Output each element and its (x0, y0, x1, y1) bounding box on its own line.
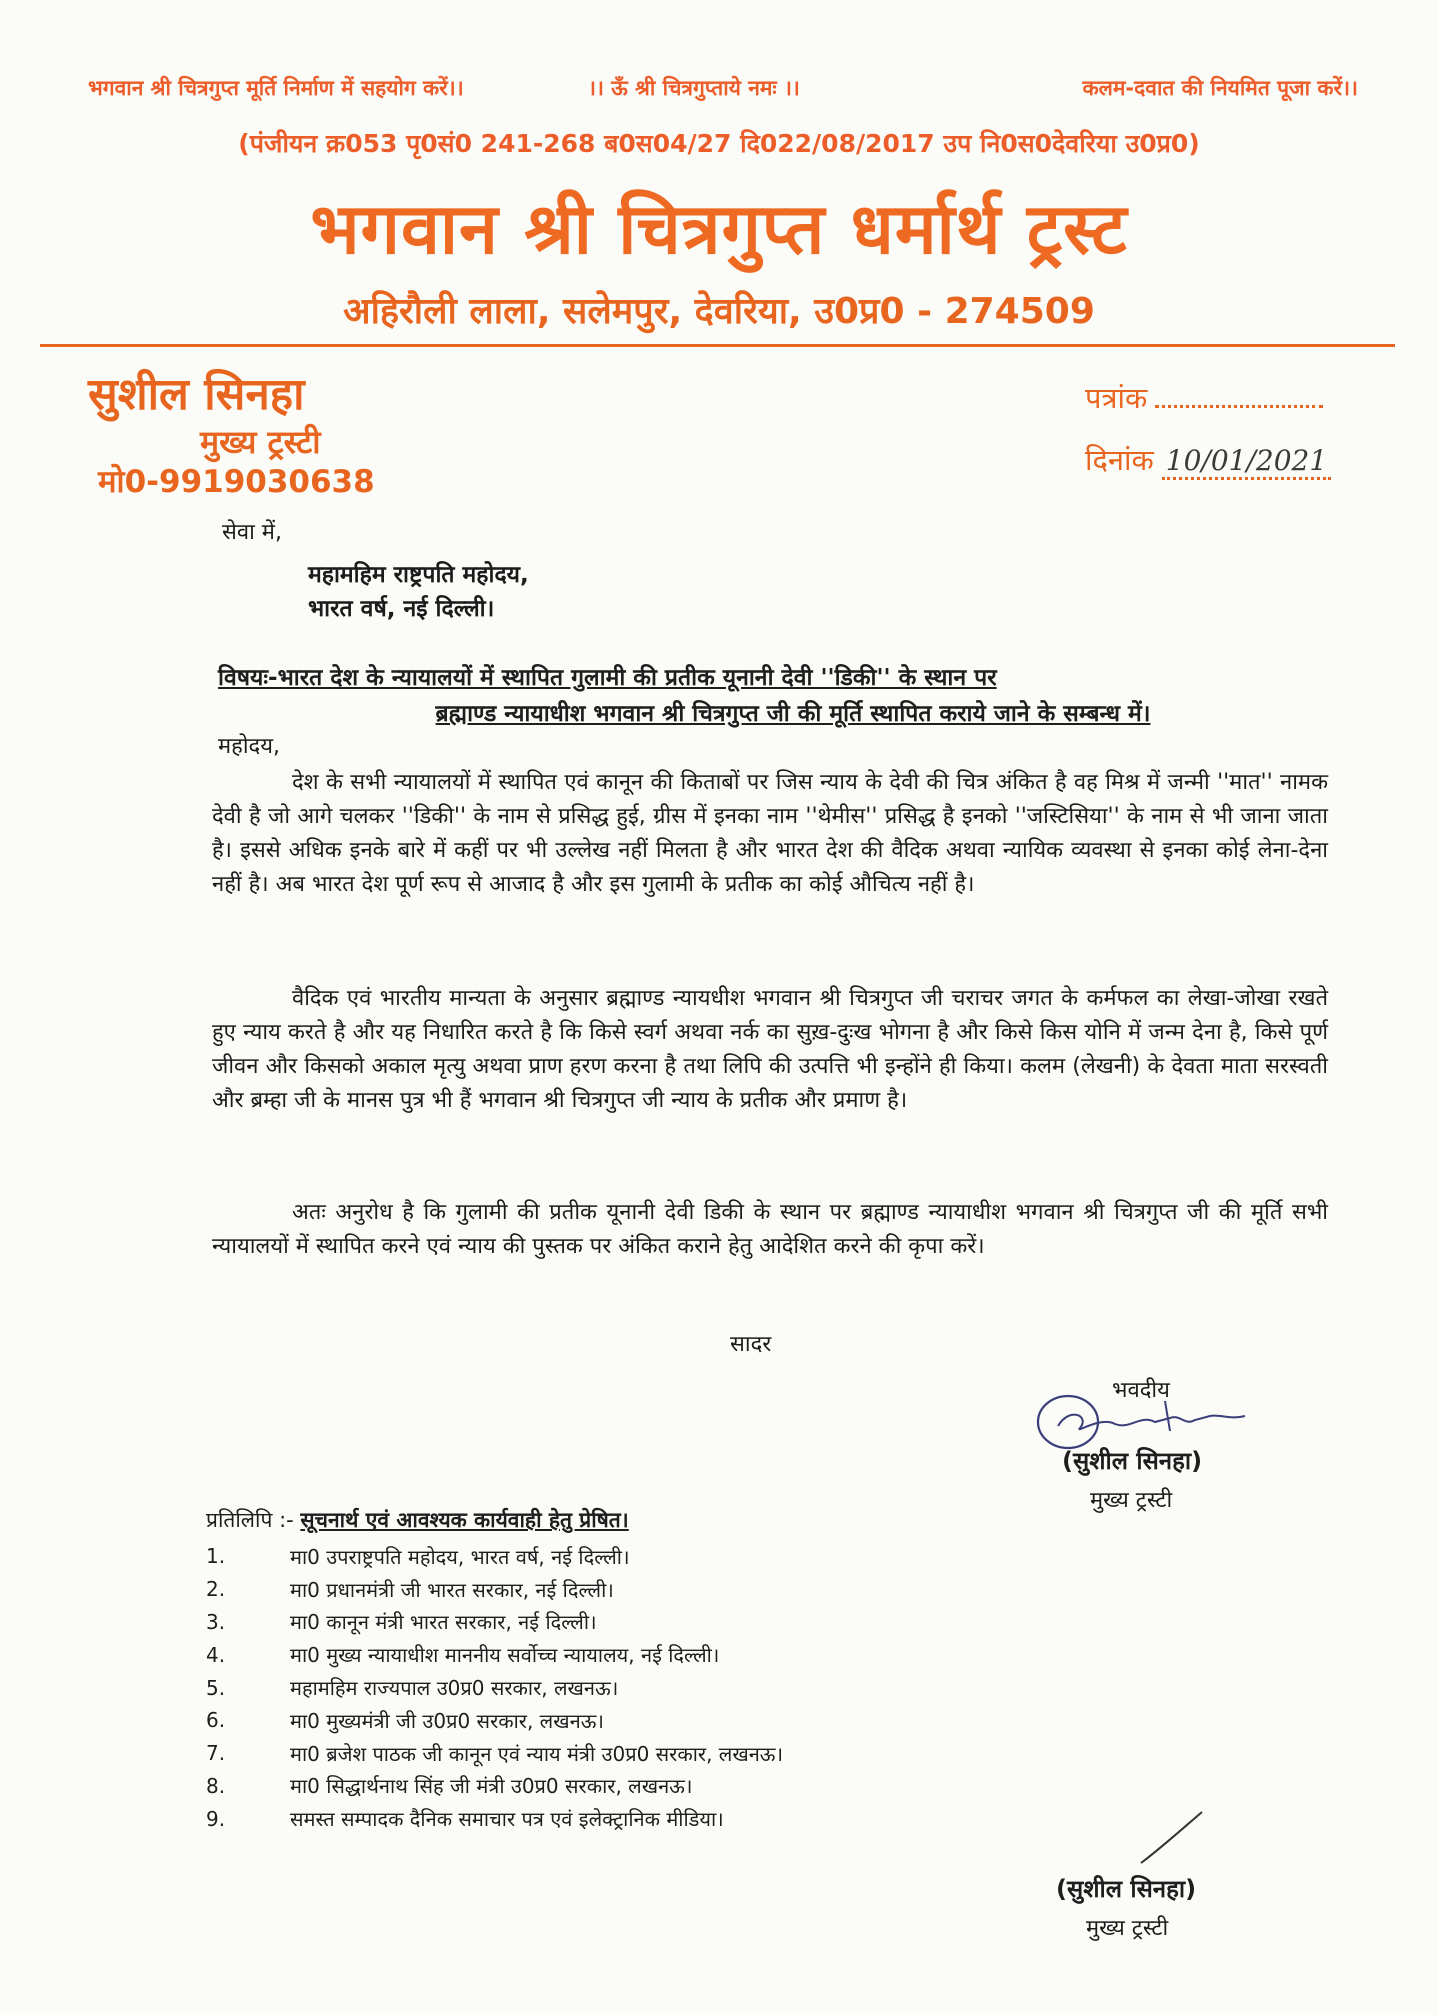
letterhead-top-left-slogan: भगवान श्री चित्रगुप्त मूर्ति निर्माण में सहयोग करें।। (88, 76, 464, 100)
signer-name: (सुशील सिनहा) (1062, 1447, 1203, 1475)
signoff: भवदीय (1112, 1378, 1170, 1403)
signer-title: मुख्य ट्रस्टी (1090, 1488, 1173, 1513)
list-item-text: समस्त सम्पादक दैनिक समाचार पत्र एवं इलेक्ट्रानिक मीडिया। (290, 1807, 724, 1832)
copy-signer-title: मुख्य ट्रस्टी (1086, 1916, 1169, 1941)
copy-to-purpose: सूचनार्थ एवं आवश्यक कार्यवाही हेतु प्रेषित। (300, 1508, 629, 1532)
list-item-number: 2. (206, 1577, 226, 1602)
list-item-number: 5. (206, 1675, 226, 1700)
sender-mobile: मो0-9919030638 (98, 464, 375, 500)
list-item-text: महामहिम राज्यपाल उ0प्र0 सरकार, लखनऊ। (290, 1676, 619, 1701)
copy-to-heading (206, 1506, 629, 1534)
trust-address: अहिरौली लाला, सलेमपुर, देवरिया, उ0प्र0 - 274509 (343, 291, 1095, 332)
initial-mark (1136, 1808, 1206, 1868)
list-item-number: 7. (206, 1741, 226, 1766)
list-item (206, 1671, 1106, 1704)
list-item (206, 1638, 1106, 1671)
addressee-line-1: महामहिम राष्ट्रपति महोदय, (308, 562, 529, 588)
date-row (1085, 440, 1331, 480)
list-item-number: 4. (206, 1642, 226, 1667)
list-item-text: मा0 सिद्धार्थनाथ सिंह जी मंत्री उ0प्र0 सरकार, लखनऊ। (290, 1774, 693, 1799)
list-item-text: मा0 मुख्यमंत्री जी उ0प्र0 सरकार, लखनऊ। (290, 1708, 604, 1733)
reference-blank-line (1155, 405, 1323, 408)
subject-line-1: भारत देश के न्यायालयों में स्थापित गुलामी की प्रतीक यूनानी देवी ''डिकी'' के स्थान पर (277, 665, 997, 691)
copy-signer-name: (सुशील सिनहा) (1056, 1875, 1197, 1903)
copy-to-label: प्रतिलिपि :- (206, 1508, 294, 1532)
list-item (206, 1704, 1106, 1737)
reference-label: पत्रांक (1085, 381, 1148, 415)
addressee-line-2: भारत वर्ष, नई दिल्ली। (308, 596, 495, 622)
letterhead-top-right-slogan: कलम-दवात की नियमित पूजा करें।। (1082, 76, 1358, 100)
letterhead-top-center-invocation: ।। ऊँ श्री चित्रगुप्ताये नमः ।। (588, 76, 800, 100)
date-label: दिनांक (1085, 443, 1154, 477)
list-item (206, 1540, 1106, 1573)
subject-block (218, 660, 1328, 732)
date-value: 10/01/2021 (1162, 444, 1331, 480)
closing-word: सादर (730, 1332, 772, 1357)
paragraph-1-text: देश के सभी न्यायालयों में स्थापित एवं कानून की किताबों पर जिस न्याय के देवी की चित्र अंकित है वह मिश्र में जन्मी ''मात'' नामक देवी है जो आगे चलकर ''डिकी'' के नाम से प्रसिद्ध हुई, ग्रीस में इनका नाम ''थेमीस'' प्रसिद्ध है इनको ''जस्टिसिया'' के नाम से भी जाना जाता है। इससे अधिक इनके बारे में कहीं पर भी उल्लेख नहीं मिलता है और भारत देश की वैदिक अथवा न्यायिक व्यवस्था से इनका कोई लेना-देना नहीं है। अब भारत देश पूर्ण रूप से आजाद है और इस गुलामी के प्रतीक का कोई औचित्य नहीं है। (212, 770, 1328, 897)
list-item (206, 1737, 1106, 1770)
list-item (206, 1606, 1106, 1639)
paragraph-3 (212, 1196, 1328, 1264)
list-item (206, 1802, 1106, 1835)
to-label: सेवा में, (222, 520, 282, 545)
header-divider (40, 344, 1395, 347)
paragraph-2-text: वैदिक एवं भारतीय मान्यता के अनुसार ब्रह्माण्ड न्यायधीश भगवान श्री चित्रगुप्त जी चराचर जगत के कर्मफल का लेखा-जोखा रखते हुए न्याय करते है और यह निधारित करते है कि किसे स्वर्ग अथवा नर्क का सुख़-दुःख भोगना है और किसे किस योनि में जन्म देना है, किसे पूर्ण जीवन और किसको अकाल मृत्यु अथवा प्राण हरण करना है तथा लिपि की उत्पत्ति भी इन्होंने ही किया। कलम (लेखनी) के देवता माता सरस्वती और ब्रम्हा जी के मानस पुत्र भी हैं भगवान श्री चित्रगुप्त जी न्याय के प्रतीक और प्रमाण है। (212, 986, 1328, 1113)
list-item-number: 1. (206, 1544, 226, 1569)
list-item-text: मा0 कानून मंत्री भारत सरकार, नई दिल्ली। (290, 1610, 597, 1635)
greeting: महोदय, (218, 734, 280, 759)
paragraph-2 (212, 982, 1328, 1118)
list-item (206, 1573, 1106, 1606)
list-item-number: 8. (206, 1773, 226, 1798)
reference-number-row (1085, 378, 1323, 417)
trust-name-heading: भगवान श्री चित्रगुप्त धर्मार्थ ट्रस्ट (310, 188, 1128, 270)
paragraph-1 (212, 766, 1328, 902)
list-item-text: मा0 ब्रजेश पाठक जी कानून एवं न्याय मंत्री उ0प्र0 सरकार, लखनऊ। (290, 1741, 784, 1766)
list-item-number: 9. (206, 1806, 226, 1831)
list-item-number: 3. (206, 1609, 226, 1634)
subject-line-2: ब्रह्माण्ड न्यायाधीश भगवान श्री चित्रगुप्त जी की मूर्ति स्थापित कराये जाने के सम्बन्ध में। (435, 701, 1151, 727)
list-item-text: मा0 मुख्य न्यायाधीश माननीय सर्वोच्च न्यायालय, नई दिल्ली। (290, 1643, 720, 1668)
subject-label: विषयः- (218, 665, 278, 691)
list-item (206, 1770, 1106, 1803)
list-item-text: मा0 उपराष्ट्रपति महोदय, भारत वर्ष, नई दिल्ली। (290, 1544, 630, 1569)
list-item-text: मा0 प्रधानमंत्री जी भारत सरकार, नई दिल्ली। (290, 1577, 614, 1602)
paragraph-3-text: अतः अनुरोध है कि गुलामी की प्रतीक यूनानी देवी डिकी के स्थान पर ब्रह्माण्ड न्यायाधीश भगवान श्री चित्रगुप्त जी की मूर्ति सभी न्यायालयों में स्थापित करने एवं न्याय की पुस्तक पर अंकित कराने हेतु आदेशित करने की कृपा करें। (212, 1200, 1328, 1259)
sender-title: मुख्य ट्रस्टी (200, 423, 321, 461)
registration-line: (पंजीयन क्र053 पृ0सं0 241-268 ब0स04/27 दि022/08/2017 उप नि0स0देवरिया उ0प्र0) (238, 129, 1200, 158)
copy-recipient-list (206, 1540, 1106, 1835)
list-item-number: 6. (206, 1708, 226, 1733)
sender-name: सुशील सिनहा (88, 369, 305, 420)
